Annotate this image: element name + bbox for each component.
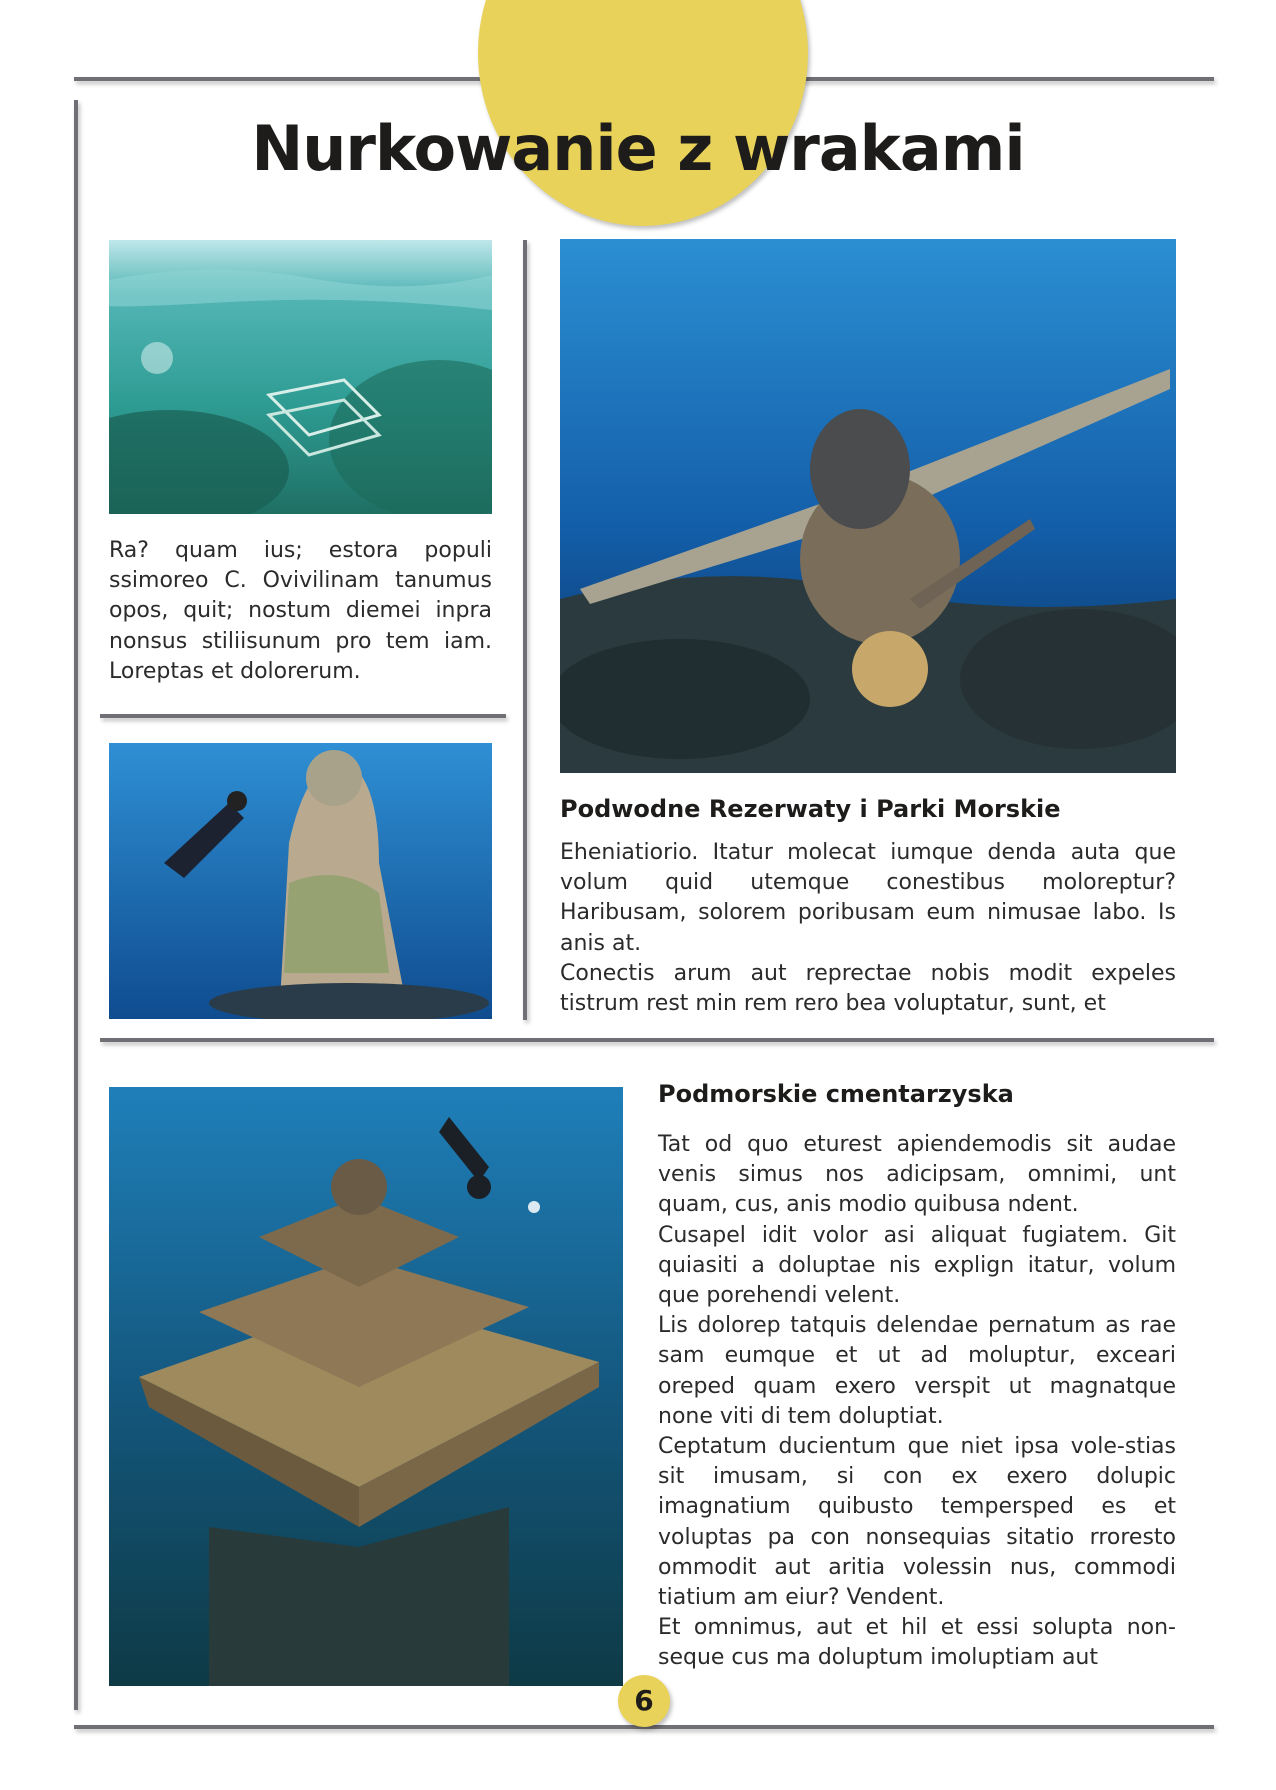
section2-paragraph: Lis dolorep tatquis delendae pernatum as rae sam eumque et ut ad moluptur, exceari oreped quam exero verspit ut magnatque none viti di tem doluptiat.: [658, 1313, 1176, 1429]
section1-body: [560, 838, 1176, 1019]
section2-paragraph: Cusapel idit volor asi aliquat fugiatem. Git quiasiti a doluptae nis explign itatur, volum que porehendi velent.: [658, 1222, 1176, 1309]
underwater-temple-photo: [109, 1087, 623, 1686]
diver-statue-photo: [109, 743, 492, 1019]
diver-statue-photo-icon: [109, 743, 492, 1019]
underwater-cage-photo: [109, 240, 492, 514]
section1-paragraph: Conectis arum aut reprectae nobis modit expeles tistrum rest min rem rero bea voluptatur, sunt, et: [560, 960, 1176, 1017]
left-frame-rule: [74, 100, 78, 1710]
column-divider-rule: [523, 240, 527, 1020]
page-title: Nurkowanie z wrakami: [251, 112, 1025, 185]
section1-paragraph: Eheniatiorio. Itatur molecat iumque denda auta que volum quid utemque conestibus moloreptur? Haribusam, solorem poribusam eum nimusae labo. Is anis at.: [560, 840, 1176, 956]
left-caption-text: Ra? quam ius; estora populi ssimoreo C. Ovivilinam tanumus opos, quit; nostum diemei inpra nonsus stiliisunum pro tem iam. Loreptas et dolorerum.: [109, 538, 492, 684]
underwater-temple-photo-icon: [109, 1087, 623, 1686]
plane-wreck-photo-icon: [560, 239, 1176, 773]
left-column-divider-rule: [100, 714, 506, 718]
section2-paragraph: Tat od quo eturest apiendemodis sit audae venis simus nos adicipsam, omnimi, unt quam, cus, anis modio quibusa ndent.: [658, 1132, 1176, 1218]
section2-heading: Podmorskie cmentarzyska: [658, 1080, 1014, 1108]
section2-paragraph: Ceptatum ducientum que niet ipsa vole-stias sit imusam, si con ex exero dolupic imagnatium quibusto tempersped es et voluptas pa con nonsequias sitatio rroresto ommodit aut aritia volessin nus, commodi tiatium am eiur? Vendent.: [658, 1434, 1176, 1611]
plane-wreck-photo: [560, 239, 1176, 773]
section1-heading: Podwodne Rezerwaty i Parki Morskie: [560, 795, 1061, 823]
underwater-cage-photo-icon: [109, 240, 492, 514]
page-number: 6: [618, 1675, 670, 1727]
section2-paragraph: Et omnimus, aut et hil et essi solupta non-seque cus ma doluptum imoluptiam aut: [658, 1615, 1176, 1671]
middle-rule: [100, 1038, 1214, 1042]
section2-body: [658, 1130, 1176, 1674]
